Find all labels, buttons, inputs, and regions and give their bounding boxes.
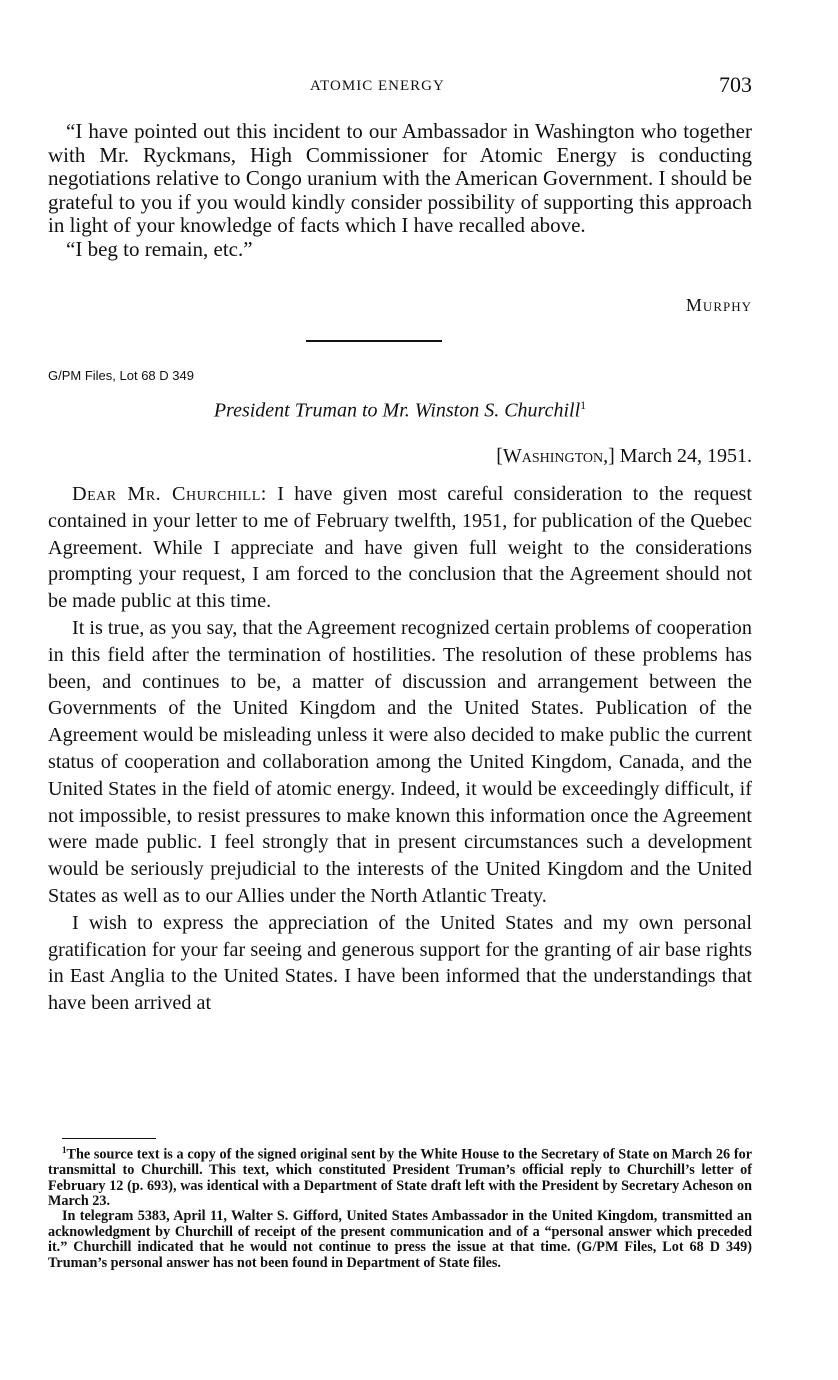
body-paragraph: It is true, as you say, that the Agreement recognized certain problems of cooperation in this field after the termination of hostilities. The resolution of these problems has been, and continues to be, a matter of discussion and arrangement between the Governments of the United Kingdom and the United States. Publication of the Agreement would be misleading unless it were also decided to make public the current status of cooperation and collaboration among the United Kingdom, Canada, and the United States in the field of atomic energy. Indeed, it would be exceedingly difficult, if not impossible, to resist pressures to make known this information once the Agreement were made public. I feel strongly that in present circumstances such a development would be seriously prejudicial to the interests of the United Kingdom and the United States as well as to our Allies under the North Atlantic Treaty. <box>48 616 752 907</box>
footnotes <box>48 1143 752 1271</box>
body-paragraph: I wish to express the appreciation of the United States and my own personal gratification for your far seeing and generous support for the granting of air base rights in East Anglia to the United States. I have been informed that the understandings that have been arrived at <box>48 911 752 1015</box>
running-title: ATOMIC ENERGY <box>310 78 445 94</box>
document-title-text: President Truman to Mr. Winston S. Churchill <box>213 399 581 422</box>
quote-closing: “I beg to remain, etc.” <box>66 236 253 261</box>
dateline-place: [Washington,] <box>496 445 615 467</box>
quote-paragraph: “I have pointed out this incident to our Ambassador in Washington who together with Mr. Ryckmans, High Commissioner for Atomic Energy is conducting negotiations relative to Congo uranium with the American Government. I should be grateful to you if you would kindly consider possibility of supporting this approach in light of your knowledge of facts which I have recalled above. <box>48 119 752 238</box>
page-header <box>48 74 752 102</box>
salutation: Dear Mr. Churchill: <box>72 483 267 505</box>
signature: Murphy <box>685 295 752 315</box>
file-reference: G/PM Files, Lot 68 D 349 <box>48 368 194 383</box>
footnote-text: The source text is a copy of the signed original sent by the White House to the Secretary of State on March 26 for transmittal to Churchill. This text, which constituted President Truman’s official reply to Churchill’s letter of February 12 (p. 693), was identical with a Department of State draft left with the President by Secretary Acheson on March 23. <box>48 1146 752 1209</box>
footnote <box>48 1143 752 1209</box>
footnote-continuation: In telegram 5383, April 11, Walter S. Gifford, United States Ambassador in the United Kingdom, transmitted an acknowledgment by Churchill of receipt of the present communication and of a “personal answer which preceded it.” Churchill indicated that he would not continue to press the issue at that time. (G/PM Files, Lot 68 D 349) Truman’s personal answer has not been found in Department of State files. <box>48 1208 752 1271</box>
footnote-number: 1 <box>62 1145 67 1155</box>
document-page <box>48 0 752 1380</box>
body-paragraph-text: I have given most careful consideration to the request contained in your letter to me of February twelfth, 1951, for publication of the Quebec Agreement. While I appreciate and have given full weight to the considerations prompting your request, I am forced to the conclusion that the Agreement should not be made public at this time. <box>48 483 753 613</box>
body-paragraph <box>48 481 752 615</box>
dateline-date: March 24, 1951. <box>619 445 752 467</box>
footnote-mark: 1 <box>580 398 587 412</box>
quoted-letter-ending <box>48 120 752 262</box>
document-title <box>48 398 752 423</box>
section-divider <box>306 340 442 342</box>
page-number: 703 <box>719 72 752 97</box>
letter-body <box>48 481 752 1017</box>
dateline <box>496 445 752 468</box>
footnote-divider <box>62 1138 156 1139</box>
